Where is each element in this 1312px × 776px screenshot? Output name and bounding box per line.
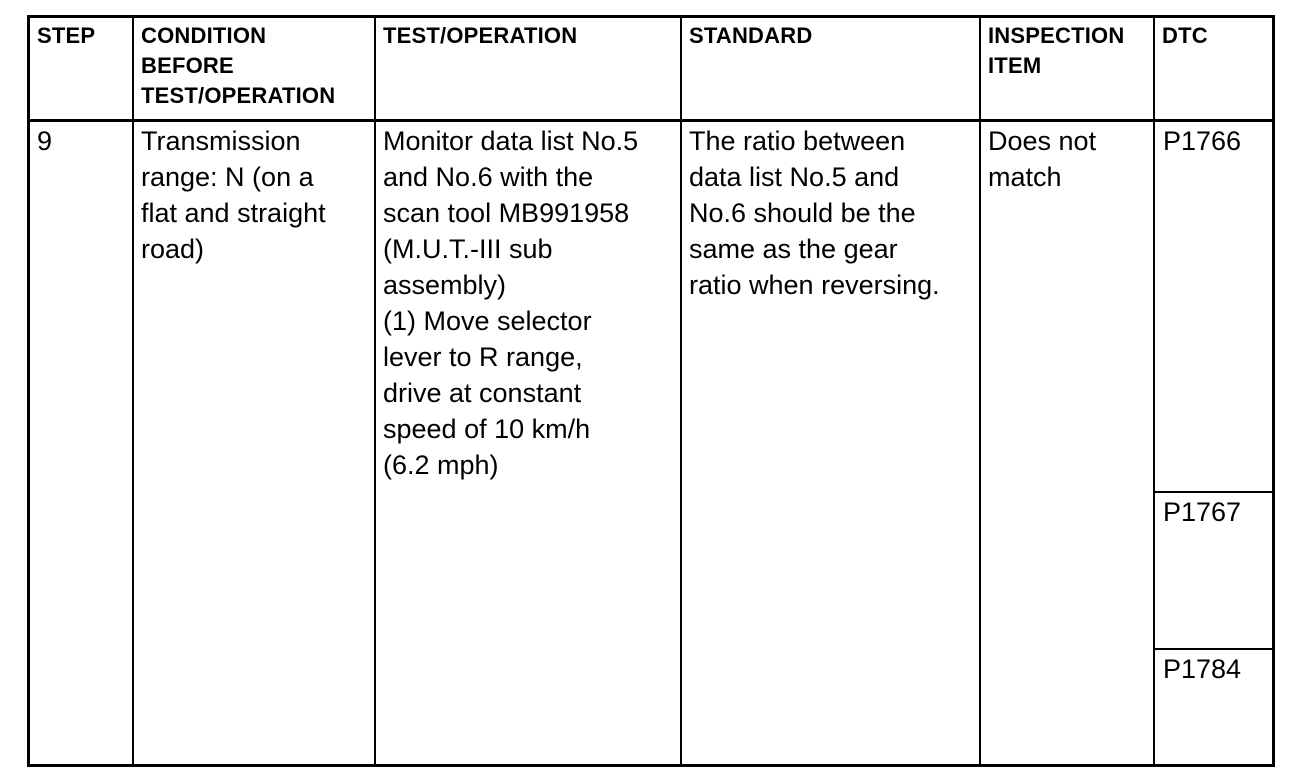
dtc-code: P1784 <box>1163 654 1242 684</box>
dtc-code: P1766 <box>1155 122 1272 493</box>
header-standard: STANDARD <box>682 18 981 119</box>
header-condition: CONDITION BEFORE TEST/OPERATION <box>134 18 376 119</box>
header-step: STEP <box>30 18 134 119</box>
cell-dtc <box>1155 122 1272 764</box>
cell-inspection-item: Does not match <box>981 122 1155 764</box>
cell-condition: Transmission range: N (on a flat and straight road) <box>134 122 376 764</box>
header-inspection-item: INSPECTION ITEM <box>981 18 1155 119</box>
inspection-table <box>27 15 1275 767</box>
header-dtc: DTC <box>1162 23 1208 48</box>
dtc-code: P1767 <box>1155 493 1272 650</box>
cell-step: 9 <box>30 122 134 764</box>
table-header-row <box>30 18 1272 122</box>
table-row <box>30 122 1272 764</box>
cell-standard: The ratio between data list No.5 and No.6 should be the same as the gear ratio when reversing. <box>682 122 981 764</box>
header-test-operation: TEST/OPERATION <box>376 18 682 119</box>
cell-test-operation: Monitor data list No.5 and No.6 with the scan tool MB991958 (M.U.T.-III sub assembly) (1) Move selector lever to R range, drive at constant speed of 10 km/h (6.2 mph) <box>376 122 682 764</box>
